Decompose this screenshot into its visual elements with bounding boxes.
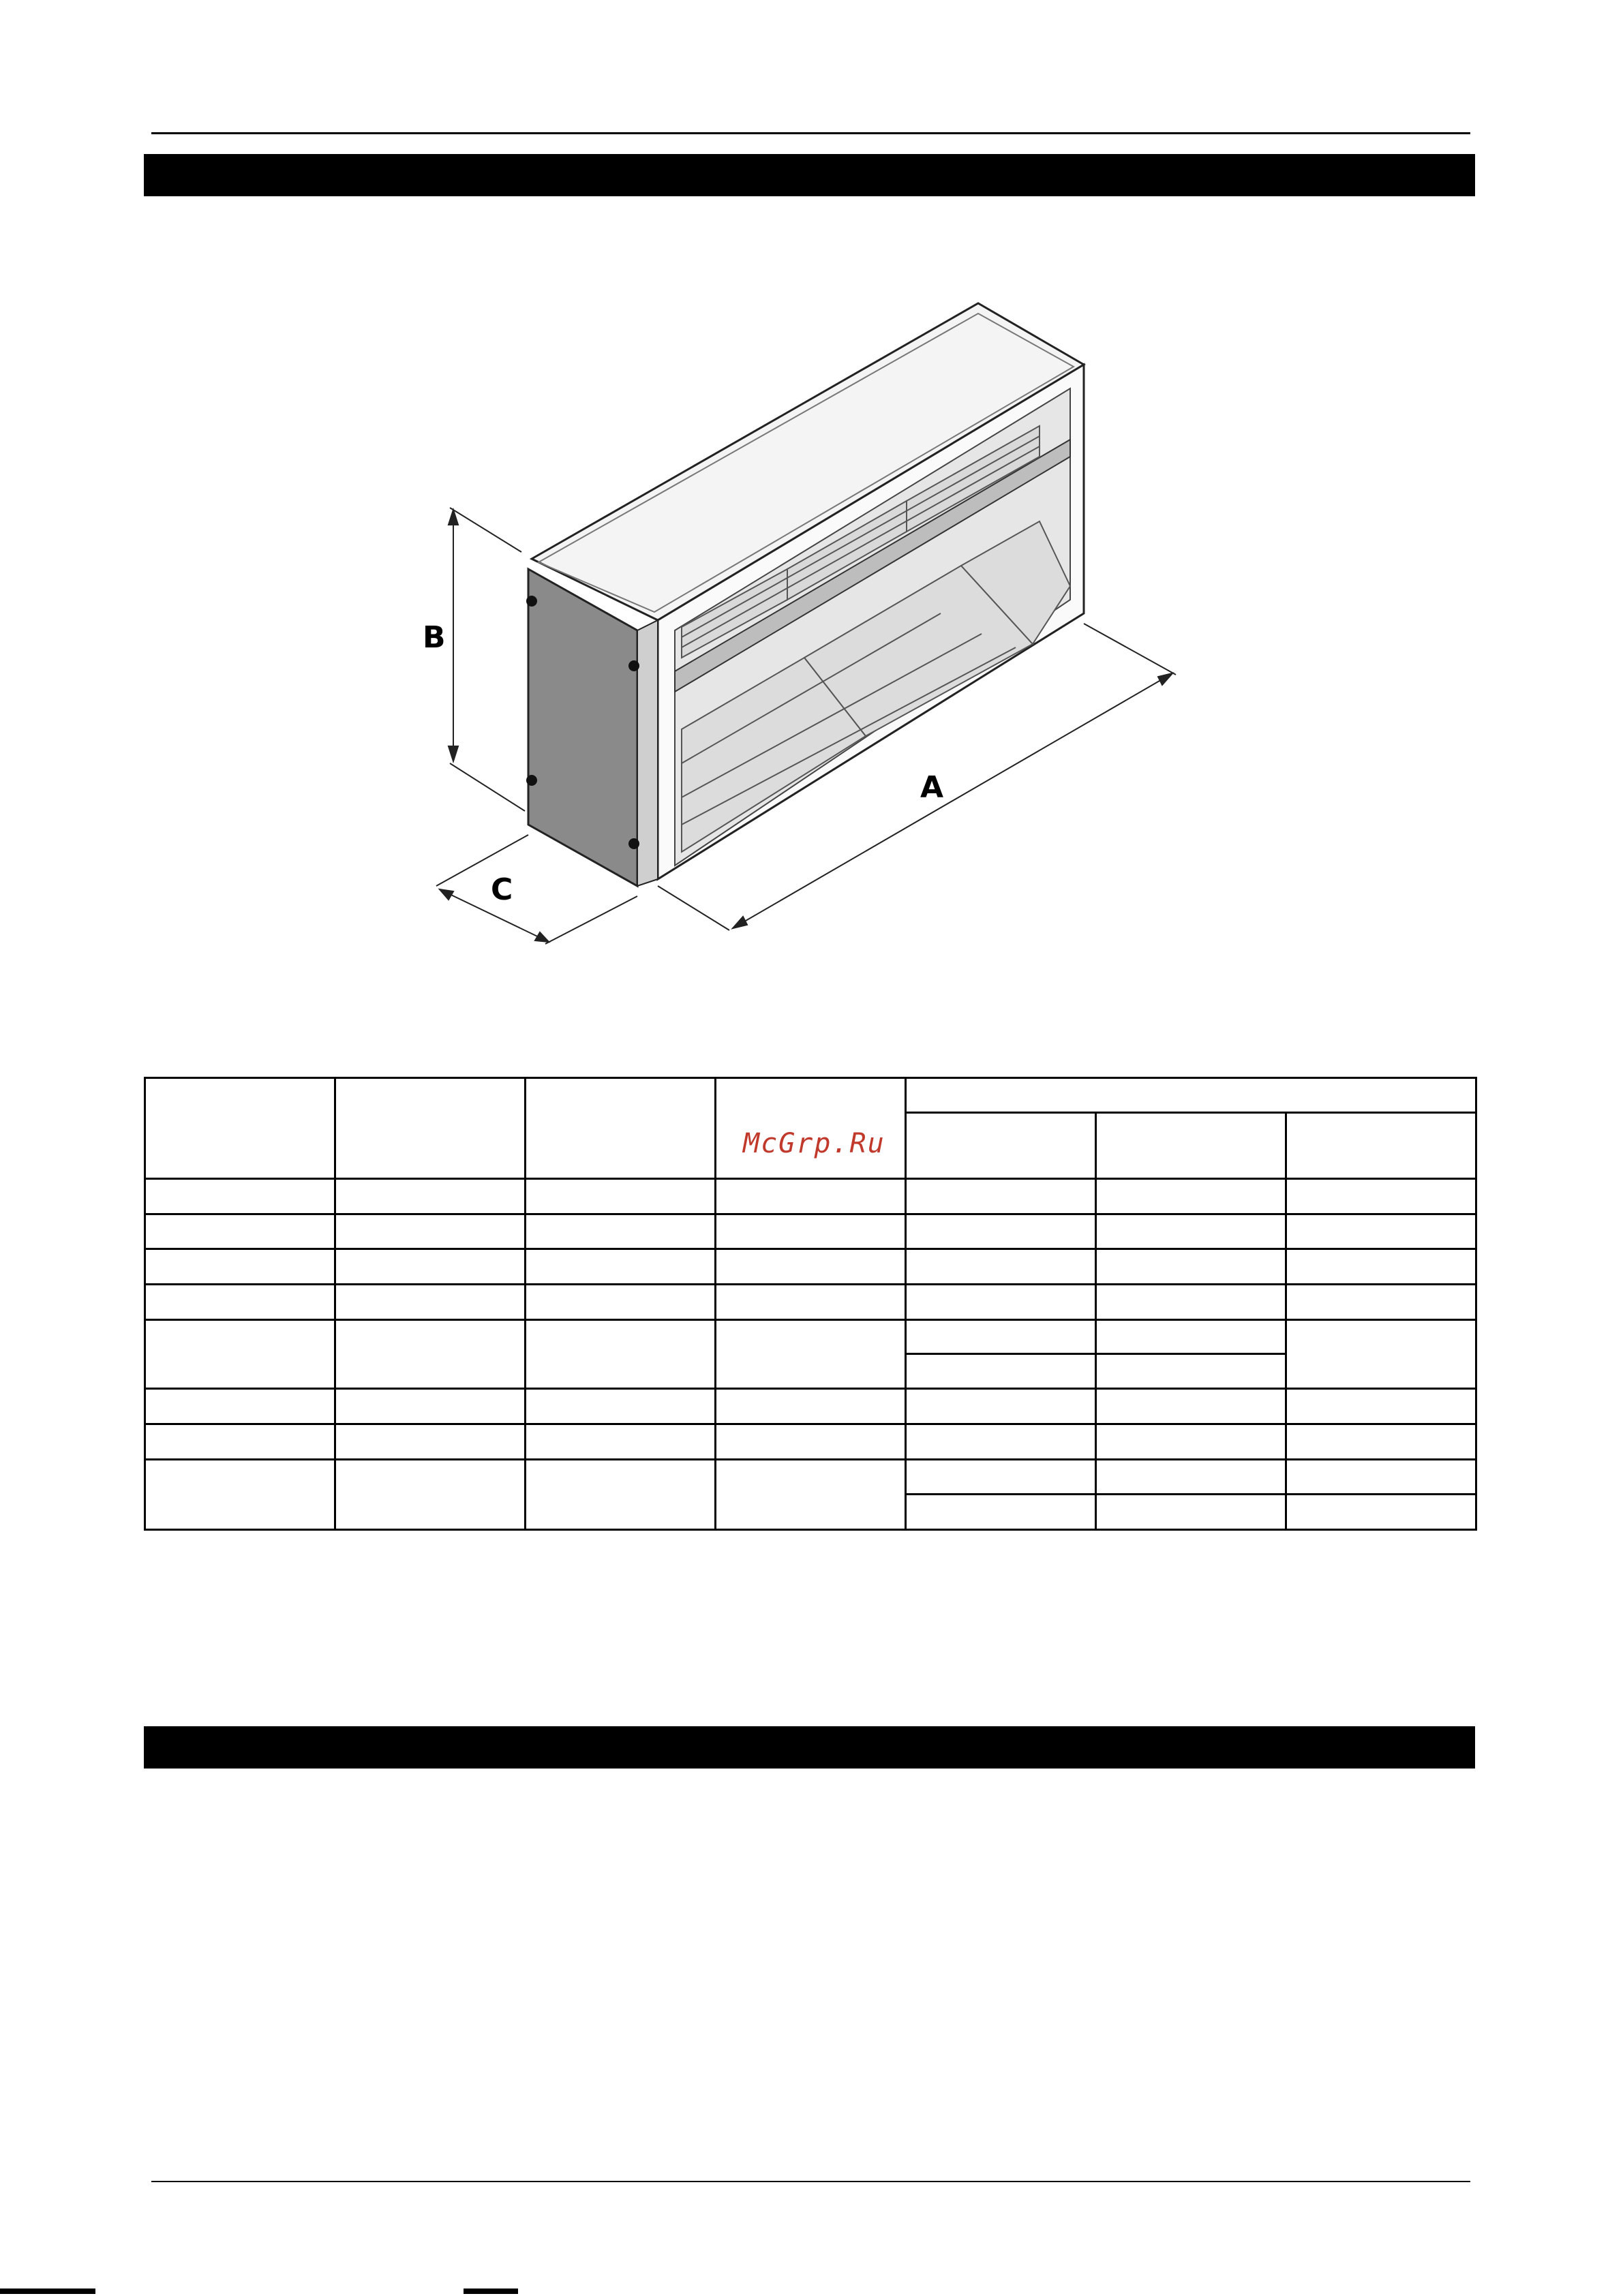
table-row [145, 1319, 1476, 1354]
table-cell [145, 1179, 335, 1214]
table-cell [145, 1424, 335, 1459]
hood-side-panel [528, 569, 637, 886]
table-cell [526, 1459, 716, 1530]
table-cell [335, 1249, 526, 1285]
table-cell [906, 1249, 1096, 1285]
dimension-a-label: A [920, 770, 944, 805]
table-row [145, 1214, 1476, 1249]
table-cell [716, 1389, 906, 1424]
table-cell [335, 1389, 526, 1424]
table-cell [716, 1424, 906, 1459]
table-cell [1096, 1285, 1286, 1320]
table-cell [335, 1214, 526, 1249]
table-cell [145, 1459, 335, 1530]
dimension-c-label: C [491, 872, 513, 907]
table-cell [145, 1249, 335, 1285]
table-cell [526, 1389, 716, 1424]
table-cell [1286, 1214, 1476, 1249]
table-cell [145, 1078, 335, 1179]
table-cell [335, 1078, 526, 1179]
table-row [145, 1424, 1476, 1459]
dimension-b [449, 508, 525, 811]
table-cell [1286, 1459, 1476, 1495]
table-cell [1286, 1249, 1476, 1285]
table-cell [145, 1285, 335, 1320]
table-cell [716, 1179, 906, 1214]
table-cell [335, 1319, 526, 1388]
table-cell [906, 1459, 1096, 1495]
table-cell [1286, 1389, 1476, 1424]
table-cell [906, 1078, 1476, 1113]
table-cell [335, 1179, 526, 1214]
table-cell [1286, 1179, 1476, 1214]
table-cell [1096, 1112, 1286, 1178]
table-cell [906, 1112, 1096, 1178]
table-cell [1096, 1179, 1286, 1214]
table-cell [906, 1354, 1096, 1389]
table-cell [1286, 1319, 1476, 1388]
table-cell [906, 1424, 1096, 1459]
table-cell [335, 1424, 526, 1459]
table-cell [335, 1285, 526, 1320]
table-row [145, 1285, 1476, 1320]
footer-rule [151, 2181, 1470, 2182]
table-cell [1096, 1459, 1286, 1495]
table-cell [906, 1179, 1096, 1214]
table-cell [145, 1214, 335, 1249]
table-cell [716, 1285, 906, 1320]
table-row [145, 1389, 1476, 1424]
table-cell [526, 1285, 716, 1320]
table-cell [1096, 1424, 1286, 1459]
table-cell [716, 1249, 906, 1285]
table-cell [526, 1249, 716, 1285]
watermark: McGrp.Ru [743, 1128, 885, 1159]
table-cell [1096, 1319, 1286, 1354]
table-cell [526, 1424, 716, 1459]
table-cell [1286, 1424, 1476, 1459]
table-row [145, 1078, 1476, 1113]
scan-mark-left [0, 2289, 95, 2294]
section-header-bar-1 [144, 154, 1475, 196]
table-cell [145, 1319, 335, 1388]
table-row [145, 1459, 1476, 1495]
table-cell [906, 1285, 1096, 1320]
table-row [145, 1249, 1476, 1285]
table-cell [1096, 1249, 1286, 1285]
table-cell [1096, 1214, 1286, 1249]
table-cell [906, 1214, 1096, 1249]
table-cell [145, 1389, 335, 1424]
hood-isometric-drawing [395, 286, 1213, 954]
table-cell [1286, 1495, 1476, 1530]
dimension-b-label: B [423, 620, 446, 655]
table-cell [526, 1214, 716, 1249]
table-row [145, 1179, 1476, 1214]
header-rule [151, 132, 1470, 134]
table-cell [1096, 1495, 1286, 1530]
table-cell [335, 1459, 526, 1530]
table-cell [526, 1319, 716, 1388]
table-cell [906, 1389, 1096, 1424]
scan-mark-center [464, 2289, 518, 2294]
table-cell [906, 1495, 1096, 1530]
table-cell [716, 1319, 906, 1388]
table-cell [906, 1319, 1096, 1354]
table-cell [1096, 1389, 1286, 1424]
table-cell [1286, 1285, 1476, 1320]
table-cell [526, 1078, 716, 1179]
table-cell [526, 1179, 716, 1214]
table-cell [1096, 1354, 1286, 1389]
section-header-bar-2 [144, 1726, 1475, 1769]
table-cell [716, 1459, 906, 1530]
table-cell [1286, 1112, 1476, 1178]
table-cell [716, 1214, 906, 1249]
